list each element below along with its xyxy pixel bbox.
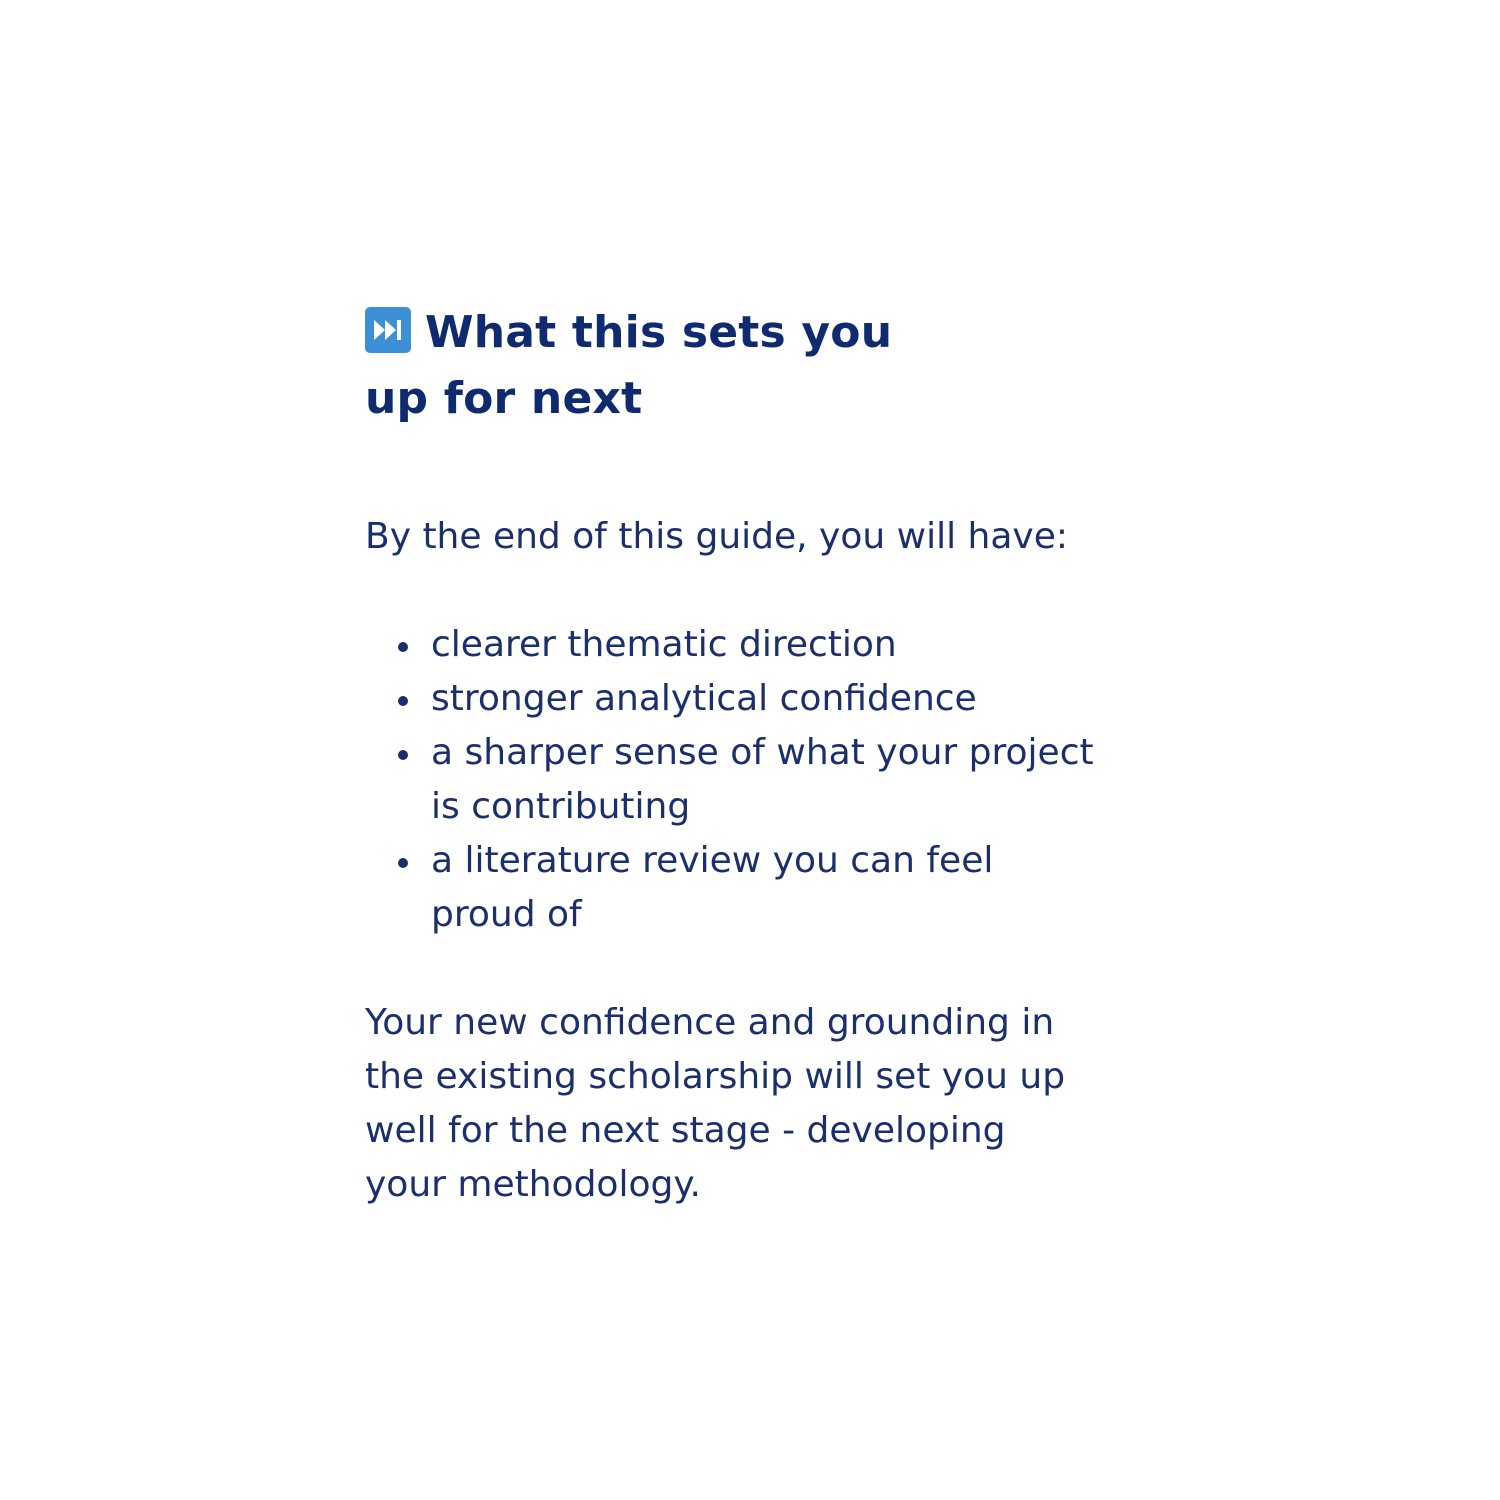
- page-title: [365, 300, 1155, 432]
- bullet-icon: [398, 696, 408, 706]
- closing-line-3: well for the next stage - developing: [365, 1110, 1006, 1151]
- list-item: [431, 726, 1155, 834]
- intro-text: By the end of this guide, you will have:: [365, 516, 1069, 557]
- content-card: [365, 300, 1155, 1212]
- fast-forward-icon: [365, 307, 411, 353]
- page-title-line-2: up for next: [365, 373, 643, 424]
- bullet-icon: [398, 750, 408, 760]
- list-item-text: a literature review you can feel: [431, 840, 994, 881]
- closing-paragraph: [365, 996, 1155, 1212]
- list-item-text-continued: proud of: [431, 894, 582, 935]
- list-item: [431, 618, 1155, 672]
- list-item: [431, 672, 1155, 726]
- list-item-text-continued: is contributing: [431, 786, 691, 827]
- list-item: [431, 834, 1155, 942]
- list-item-text: clearer thematic direction: [431, 624, 897, 665]
- closing-line-2: the existing scholarship will set you up: [365, 1056, 1066, 1097]
- page-title-text-1: What this sets you: [425, 307, 893, 358]
- closing-line-1: Your new confidence and grounding in: [365, 1002, 1055, 1043]
- outcomes-list: [365, 618, 1155, 942]
- page-title-line-1: [365, 300, 1155, 366]
- bullet-icon: [398, 858, 408, 868]
- list-item-text: stronger analytical confidence: [431, 678, 977, 719]
- closing-line-4: your methodology.: [365, 1164, 701, 1205]
- list-item-text: a sharper sense of what your project: [431, 732, 1094, 773]
- bullet-icon: [398, 642, 408, 652]
